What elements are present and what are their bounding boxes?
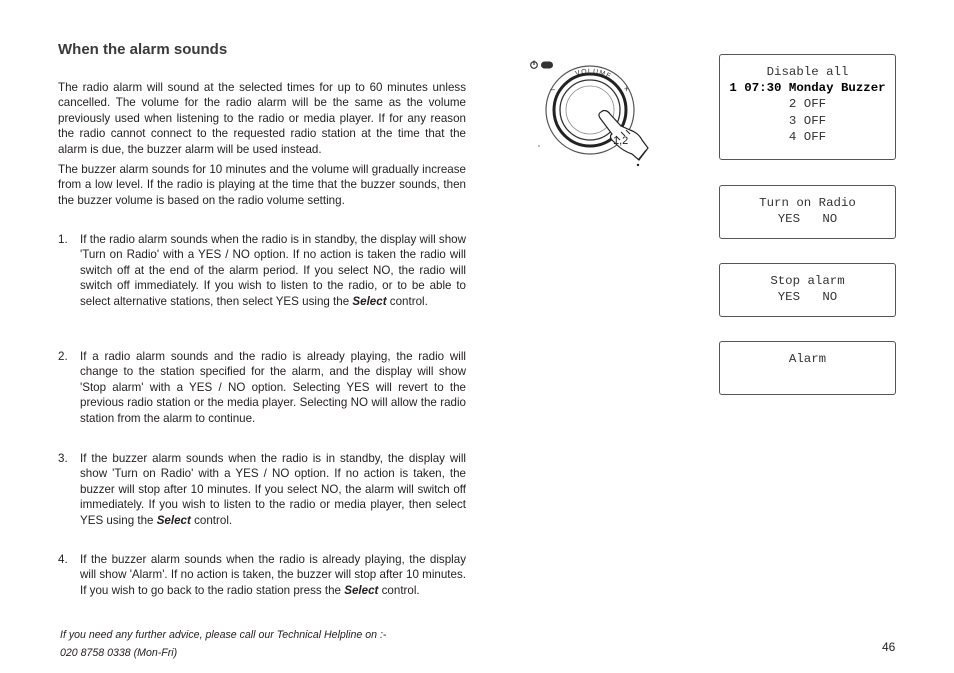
list-text: If the buzzer alarm sounds when the radio is in standby, the display will show 'Turn on Radio' with a YES / NO option. If no action is taken, the buzzer will stop after 10 minutes. If you select NO, the alarm will switch off immediately. If you wish to listen to the radio or media player, then select YES using the Select control. xyxy=(80,452,466,527)
intro-paragraph-buzzer: The buzzer alarm sounds for 10 minutes and the volume will gradually increase from a low level. If the radio is playing at the time that the buzzer sounds, then the buzzer volume is based on the radio volume setting. xyxy=(58,163,466,207)
lcd-display-turn-on-radio xyxy=(719,185,896,239)
svg-text:+: + xyxy=(624,84,630,94)
lcd-row: Alarm xyxy=(788,352,827,366)
list-number: 3. xyxy=(58,452,68,465)
helpline-text: If you need any further advice, please call our Technical Helpline on :- xyxy=(60,629,387,641)
lcd-row: Stop alarm xyxy=(770,274,845,288)
select-control-label: Select xyxy=(352,294,387,308)
lcd-row: Turn on Radio xyxy=(759,196,856,210)
select-control-label: Select xyxy=(344,583,379,597)
intro-paragraph-radio: The radio alarm will sound at the selected times for up to 60 minutes unless cancelled. The volume for the radio alarm will be the same as the volume previously used when listening to the radio or media player. If for any reason the radio cannot connect to the requested radio station at the time that the alarm is due, the buzzer alarm will be used instead. xyxy=(58,81,466,156)
list-item xyxy=(58,552,466,598)
lcd-row: 3 OFF xyxy=(788,113,827,128)
page-number: 46 xyxy=(882,640,896,654)
power-icon xyxy=(531,61,538,69)
helpline-number: 020 8758 0338 (Mon-Fri) xyxy=(60,647,178,659)
lcd-row: 2 OFF xyxy=(788,97,827,112)
lcd-display-alarm-list xyxy=(719,54,896,160)
list-item xyxy=(58,232,466,309)
list-text: If a radio alarm sounds and the radio is already playing, the radio will change to the station specified for the alarm, and the display will show 'Stop alarm' with a YES / NO option. Selecting YES will revert to the previous radio station or the media player. Selecting NO will allow the radio station from the alarm to continue. xyxy=(80,350,466,425)
section-heading: When the alarm sounds xyxy=(58,41,228,58)
list-number: 2. xyxy=(58,350,68,363)
lcd-row-highlighted: 1 07:30 Monday Buzzer xyxy=(729,81,886,96)
volume-ring-label: VOLUME xyxy=(574,68,613,81)
lcd-row: 4 OFF xyxy=(788,129,827,144)
list-number: 4. xyxy=(58,553,68,566)
svg-text:–: – xyxy=(550,84,556,94)
lcd-display-stop-alarm xyxy=(719,263,896,317)
select-control-label: Select xyxy=(156,513,191,527)
lcd-row: Disable all xyxy=(766,65,849,79)
list-text: If the buzzer alarm sounds when the radio is already playing, the display will show 'Alarm'. If no action is taken, the buzzer will stop after 10 minutes. If you wish to go back to the radio station press the Select control. xyxy=(80,553,466,597)
step-label: 1,2 xyxy=(613,135,629,147)
lcd-row: YES NO xyxy=(777,290,838,305)
volume-knob-illustration xyxy=(526,56,666,174)
lcd-row: YES NO xyxy=(777,212,838,227)
list-text: If the radio alarm sounds when the radio is in standby, the display will show 'Turn on Radio' with a YES / NO option. If no action is taken the radio will switch off at the end of the alarm period. If you select NO, the radio will switch off immediately. If you wish to listen to the radio, or to be able to select alternative stations, then select YES using the Select control. xyxy=(80,233,466,308)
lcd-display-alarm xyxy=(719,341,896,395)
standby-button-icon xyxy=(541,62,553,69)
list-item xyxy=(58,349,466,426)
list-item xyxy=(58,451,466,528)
list-number: 1. xyxy=(58,233,68,246)
